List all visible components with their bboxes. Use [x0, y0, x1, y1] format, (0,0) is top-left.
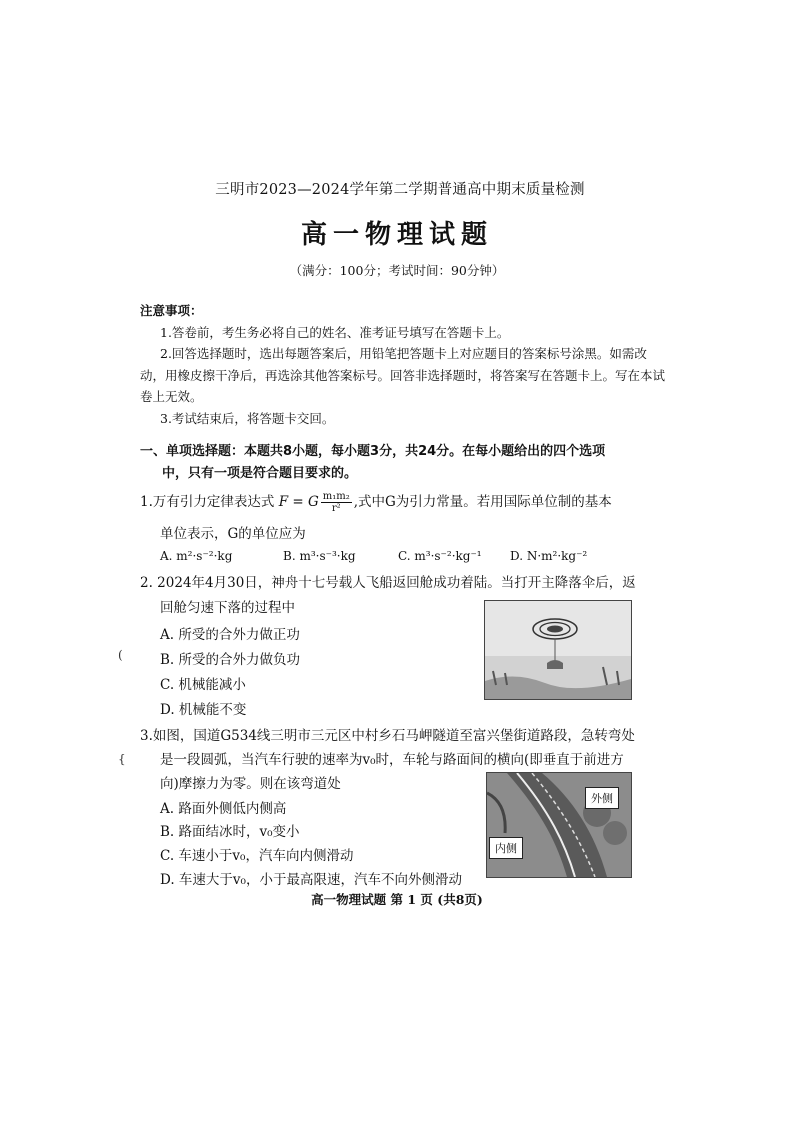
exam-subtitle: （满分：100分；考试时间：90分钟）: [289, 263, 505, 278]
section-heading-line1: 一、单项选择题：本题共8小题，每小题3分，共24分。在每小题给出的四个选项: [140, 444, 606, 459]
q1-option-a: A. m²·s⁻²·kg: [160, 549, 233, 563]
q3-option-b: B. 路面结冰时，v₀变小: [160, 824, 300, 840]
q2-option-b: B. 所受的合外力做负功: [160, 652, 301, 668]
q1-pre: 1.万有引力定律表达式: [140, 494, 275, 510]
note-item: 3.考试结束后，将答题卡交回。: [160, 410, 335, 426]
q3-stem-line2: 是一段圆弧，当汽车行驶的速率为v₀时，车轮与路面间的横向(即垂直于前进方: [160, 752, 624, 768]
q2-option-c: C. 机械能减小: [160, 677, 246, 693]
label-inner-side: 内侧: [489, 837, 523, 859]
q1-frac-num: m₁m₂: [322, 491, 350, 502]
q1-post: ,式中G为引力常量。若用国际单位制的基本: [353, 494, 612, 510]
q3-option-a: A. 路面外侧低内侧高: [160, 801, 287, 817]
section-heading-line2: 中，只有一项是符合题目要求的。: [162, 466, 358, 481]
q2-stem-line1: 2. 2024年4月30日，神舟十七号载人飞船返回舱成功着陆。当打开主降落伞后，返: [140, 575, 636, 591]
q1-stem-line2: 单位表示，G的单位应为: [160, 526, 306, 542]
q3-stem-line1: 3.如图，国道G534线三明市三元区中村乡石马岬隧道至富兴堡街道路段，急转弯处: [140, 728, 635, 744]
q3-option-d: D. 车速大于v₀，小于最高限速，汽车不向外侧滑动: [160, 872, 462, 888]
capsule-photo: [484, 600, 632, 700]
q1-option-b: B. m³·s⁻³·kg: [283, 549, 356, 563]
page-title: 高一物理试题: [300, 220, 493, 250]
q2-stem-line2: 回舱匀速下落的过程中: [160, 600, 295, 616]
q1-frac-den: r²: [331, 503, 341, 514]
q2-option-d: D. 机械能不变: [160, 702, 247, 718]
note-item: 1.答卷前，考生务必将自己的姓名、准考证号填写在答题卡上。: [160, 324, 510, 340]
q1-formula-fraction: [321, 491, 352, 514]
notes-block: [140, 300, 670, 429]
notes-heading: 注意事项：: [140, 303, 203, 318]
q1-formula-lhs: F = G: [278, 494, 319, 510]
margin-mark: {: [118, 752, 126, 766]
capsule-photo-graphic: [485, 601, 631, 699]
exam-header: 三明市2023—2024学年第二学期普通高中期末质量检测: [215, 182, 585, 198]
page-footer: 高一物理试题 第 1 页 (共8页): [311, 892, 483, 907]
margin-mark: (: [118, 648, 123, 662]
label-outer-side: 外侧: [585, 787, 619, 809]
note-item: 2.回答选择题时，选出每题答案后，用铅笔把答题卡上对应题目的答案标号涂黑。如需改动，用橡皮擦干净后，再选涂其他答案标号。回答非选择题时，将答案写在答题卡上。写在本试卷上无效。: [140, 346, 666, 404]
curve-road-photo: [486, 772, 632, 878]
q3-stem-line3: 向)摩擦力为零。则在该弯道处: [160, 776, 341, 792]
q3-option-c: C. 车速小于v₀，汽车向内侧滑动: [160, 848, 354, 864]
q1-stem-line1: [140, 490, 612, 514]
q1-option-c: C. m³·s⁻²·kg⁻¹: [398, 549, 482, 563]
q1-option-d: D. N·m²·kg⁻²: [510, 549, 588, 563]
q2-option-a: A. 所受的合外力做正功: [160, 627, 300, 643]
